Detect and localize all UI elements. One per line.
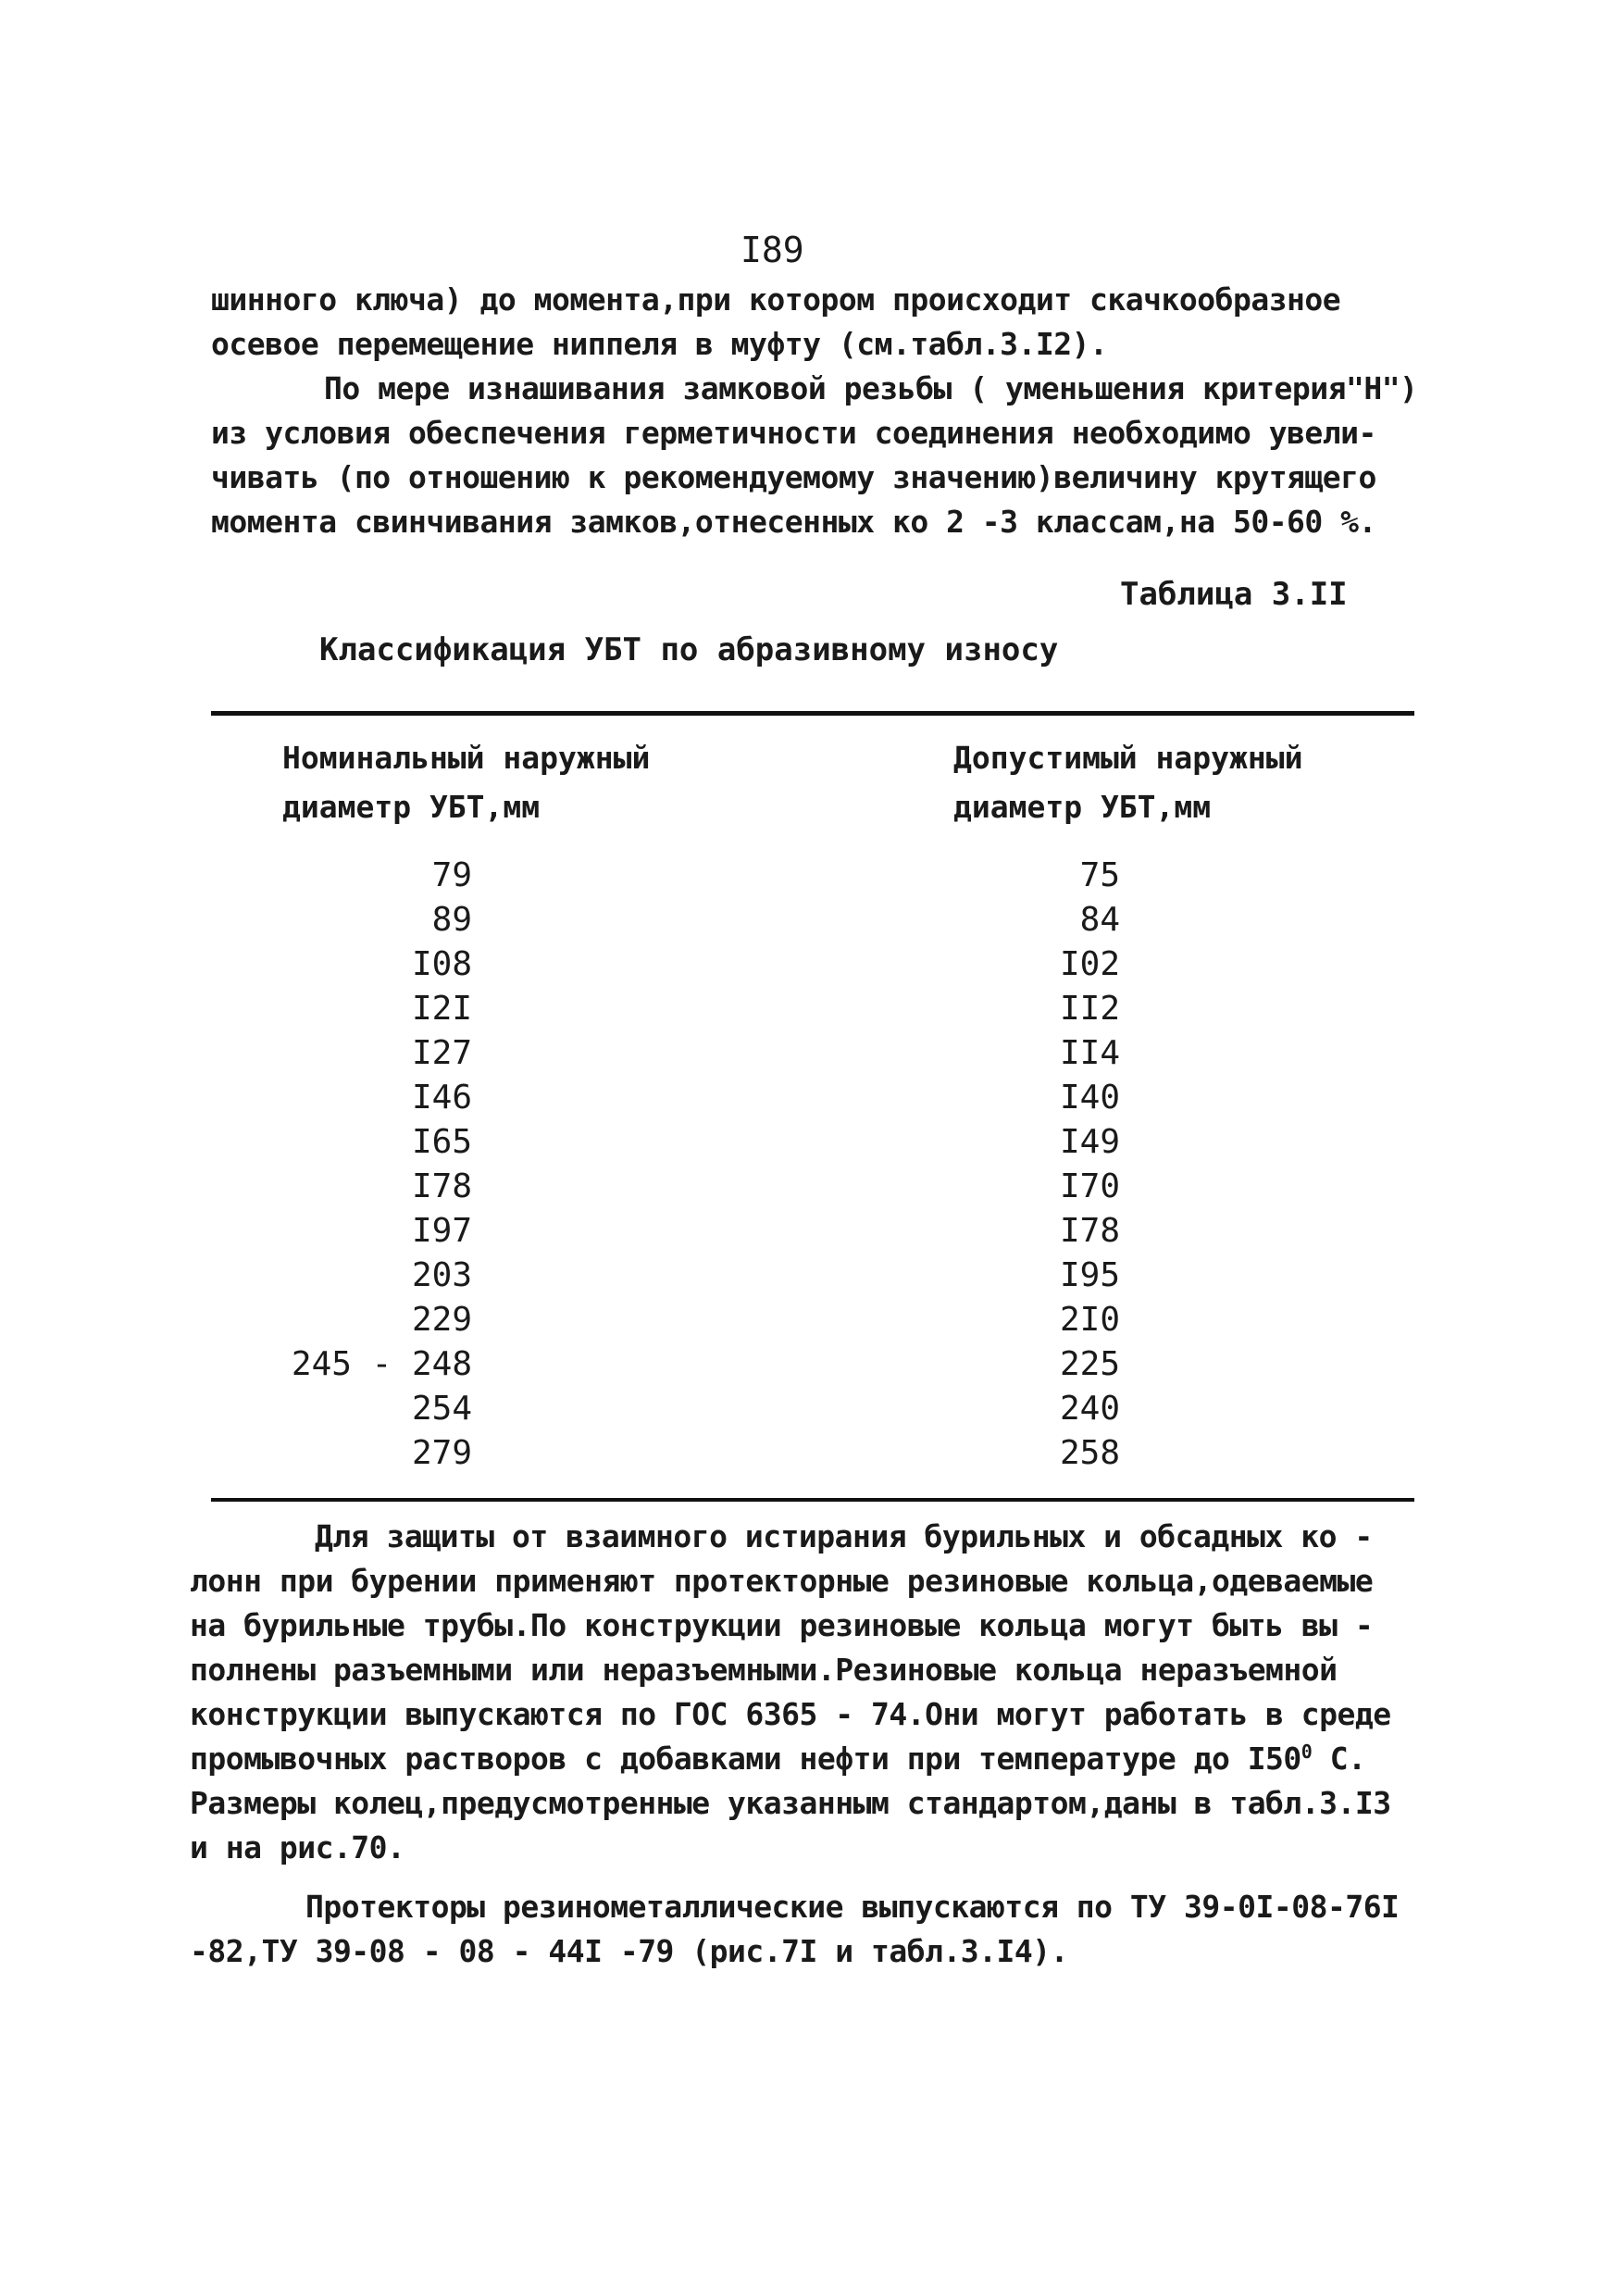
text-line (190, 1741, 1365, 1777)
table-cell-allowed: 75 (1079, 856, 1120, 894)
table-cell-allowed: II4 (1059, 1034, 1120, 1072)
text-line: полнены разъемными или неразъемными.Резиновые кольца неразъемной (190, 1652, 1338, 1688)
text-line: лонн при бурении применяют протекторные резиновые кольца,одеваемые (190, 1563, 1374, 1599)
table-label: Таблица 3.II (1120, 576, 1348, 613)
table-top-rule (211, 711, 1414, 716)
table-cell-allowed: 225 (1059, 1345, 1120, 1383)
degree-superscript: 0 (1301, 1741, 1313, 1763)
table-cell-allowed: I95 (1059, 1256, 1120, 1294)
column-header-line: Номинальный наружный (282, 740, 651, 776)
table-cell-nominal: I97 (411, 1212, 472, 1250)
text-line: из условия обеспечения герметичности соединения необходимо увели- (211, 415, 1376, 451)
text-line: -82,ТУ 39-08 - 08 - 44I -79 (рис.7I и табл.3.I4). (190, 1933, 1069, 1969)
table-cell-allowed: I02 (1059, 945, 1120, 983)
text-line: осевое перемещение ниппеля в муфту (см.табл.3.I2). (211, 326, 1108, 362)
text-line: чивать (по отношению к рекомендуемому значению)величину крутящего (211, 459, 1376, 495)
table-cell-nominal: 203 (411, 1256, 472, 1294)
table-cell-allowed: 240 (1059, 1390, 1120, 1428)
table-cell-allowed: 84 (1079, 901, 1120, 939)
text-line: Размеры колец,предусмотренные указанным стандартом,даны в табл.3.I3 (190, 1785, 1391, 1821)
table-cell-nominal: I27 (411, 1034, 472, 1072)
text-line: и на рис.70. (190, 1829, 405, 1866)
text-line: По мере изнашивания замковой резьбы ( уменьшения критерия"Н") (324, 370, 1418, 406)
column-header-allowed (953, 733, 1303, 831)
table-cell-nominal: I08 (411, 945, 472, 983)
temperature-unit: С. (1312, 1741, 1366, 1777)
text-line-content: промывочных растворов с добавками нефти при температуре до I50 (190, 1741, 1301, 1777)
column-header-line: диаметр УБТ,мм (282, 789, 541, 825)
table-cell-allowed: I78 (1059, 1212, 1120, 1250)
table-cell-allowed: II2 (1059, 990, 1120, 1028)
column-header-line: диаметр УБТ,мм (953, 789, 1212, 825)
table-cell-nominal: 245 - 248 (291, 1345, 472, 1383)
table-cell-nominal: 229 (411, 1301, 472, 1339)
table-cell-nominal: I46 (411, 1079, 472, 1117)
text-line: на бурильные трубы.По конструкции резиновые кольца могут быть вы - (190, 1607, 1374, 1643)
table-cell-allowed: I40 (1059, 1079, 1120, 1117)
page-number: I89 (741, 230, 804, 270)
text-line: шинного ключа) до момента,при котором происходит скачкообразное (211, 281, 1341, 318)
table-cell-allowed: I70 (1059, 1167, 1120, 1205)
table-cell-allowed: I49 (1059, 1123, 1120, 1161)
text-line: конструкции выпускаются по ГОС 6365 - 74.Они могут работать в среде (190, 1696, 1391, 1732)
table-cell-allowed: 2I0 (1059, 1301, 1120, 1339)
column-header-line: Допустимый наружный (953, 740, 1303, 776)
text-line: Протекторы резинометаллические выпускаются по ТУ 39-0I-08-76I (305, 1889, 1400, 1925)
table-cell-nominal: 254 (411, 1390, 472, 1428)
table-cell-allowed: 258 (1059, 1434, 1120, 1472)
text-line: Для защиты от взаимного истирания бурильных и обсадных ко - (315, 1518, 1373, 1554)
text-line: момента свинчивания замков,отнесенных ко 2 -3 классам,на 50-60 %. (211, 504, 1376, 540)
table-title: Классификация УБТ по абразивному износу (319, 631, 1059, 668)
table-cell-nominal: I65 (411, 1123, 472, 1161)
table-cell-nominal: I78 (411, 1167, 472, 1205)
table-cell-nominal: I2I (411, 990, 472, 1028)
table-cell-nominal: 279 (411, 1434, 472, 1472)
table-cell-nominal: 79 (431, 856, 472, 894)
table-bottom-rule (211, 1498, 1414, 1502)
column-header-nominal (282, 733, 650, 831)
table-cell-nominal: 89 (431, 901, 472, 939)
